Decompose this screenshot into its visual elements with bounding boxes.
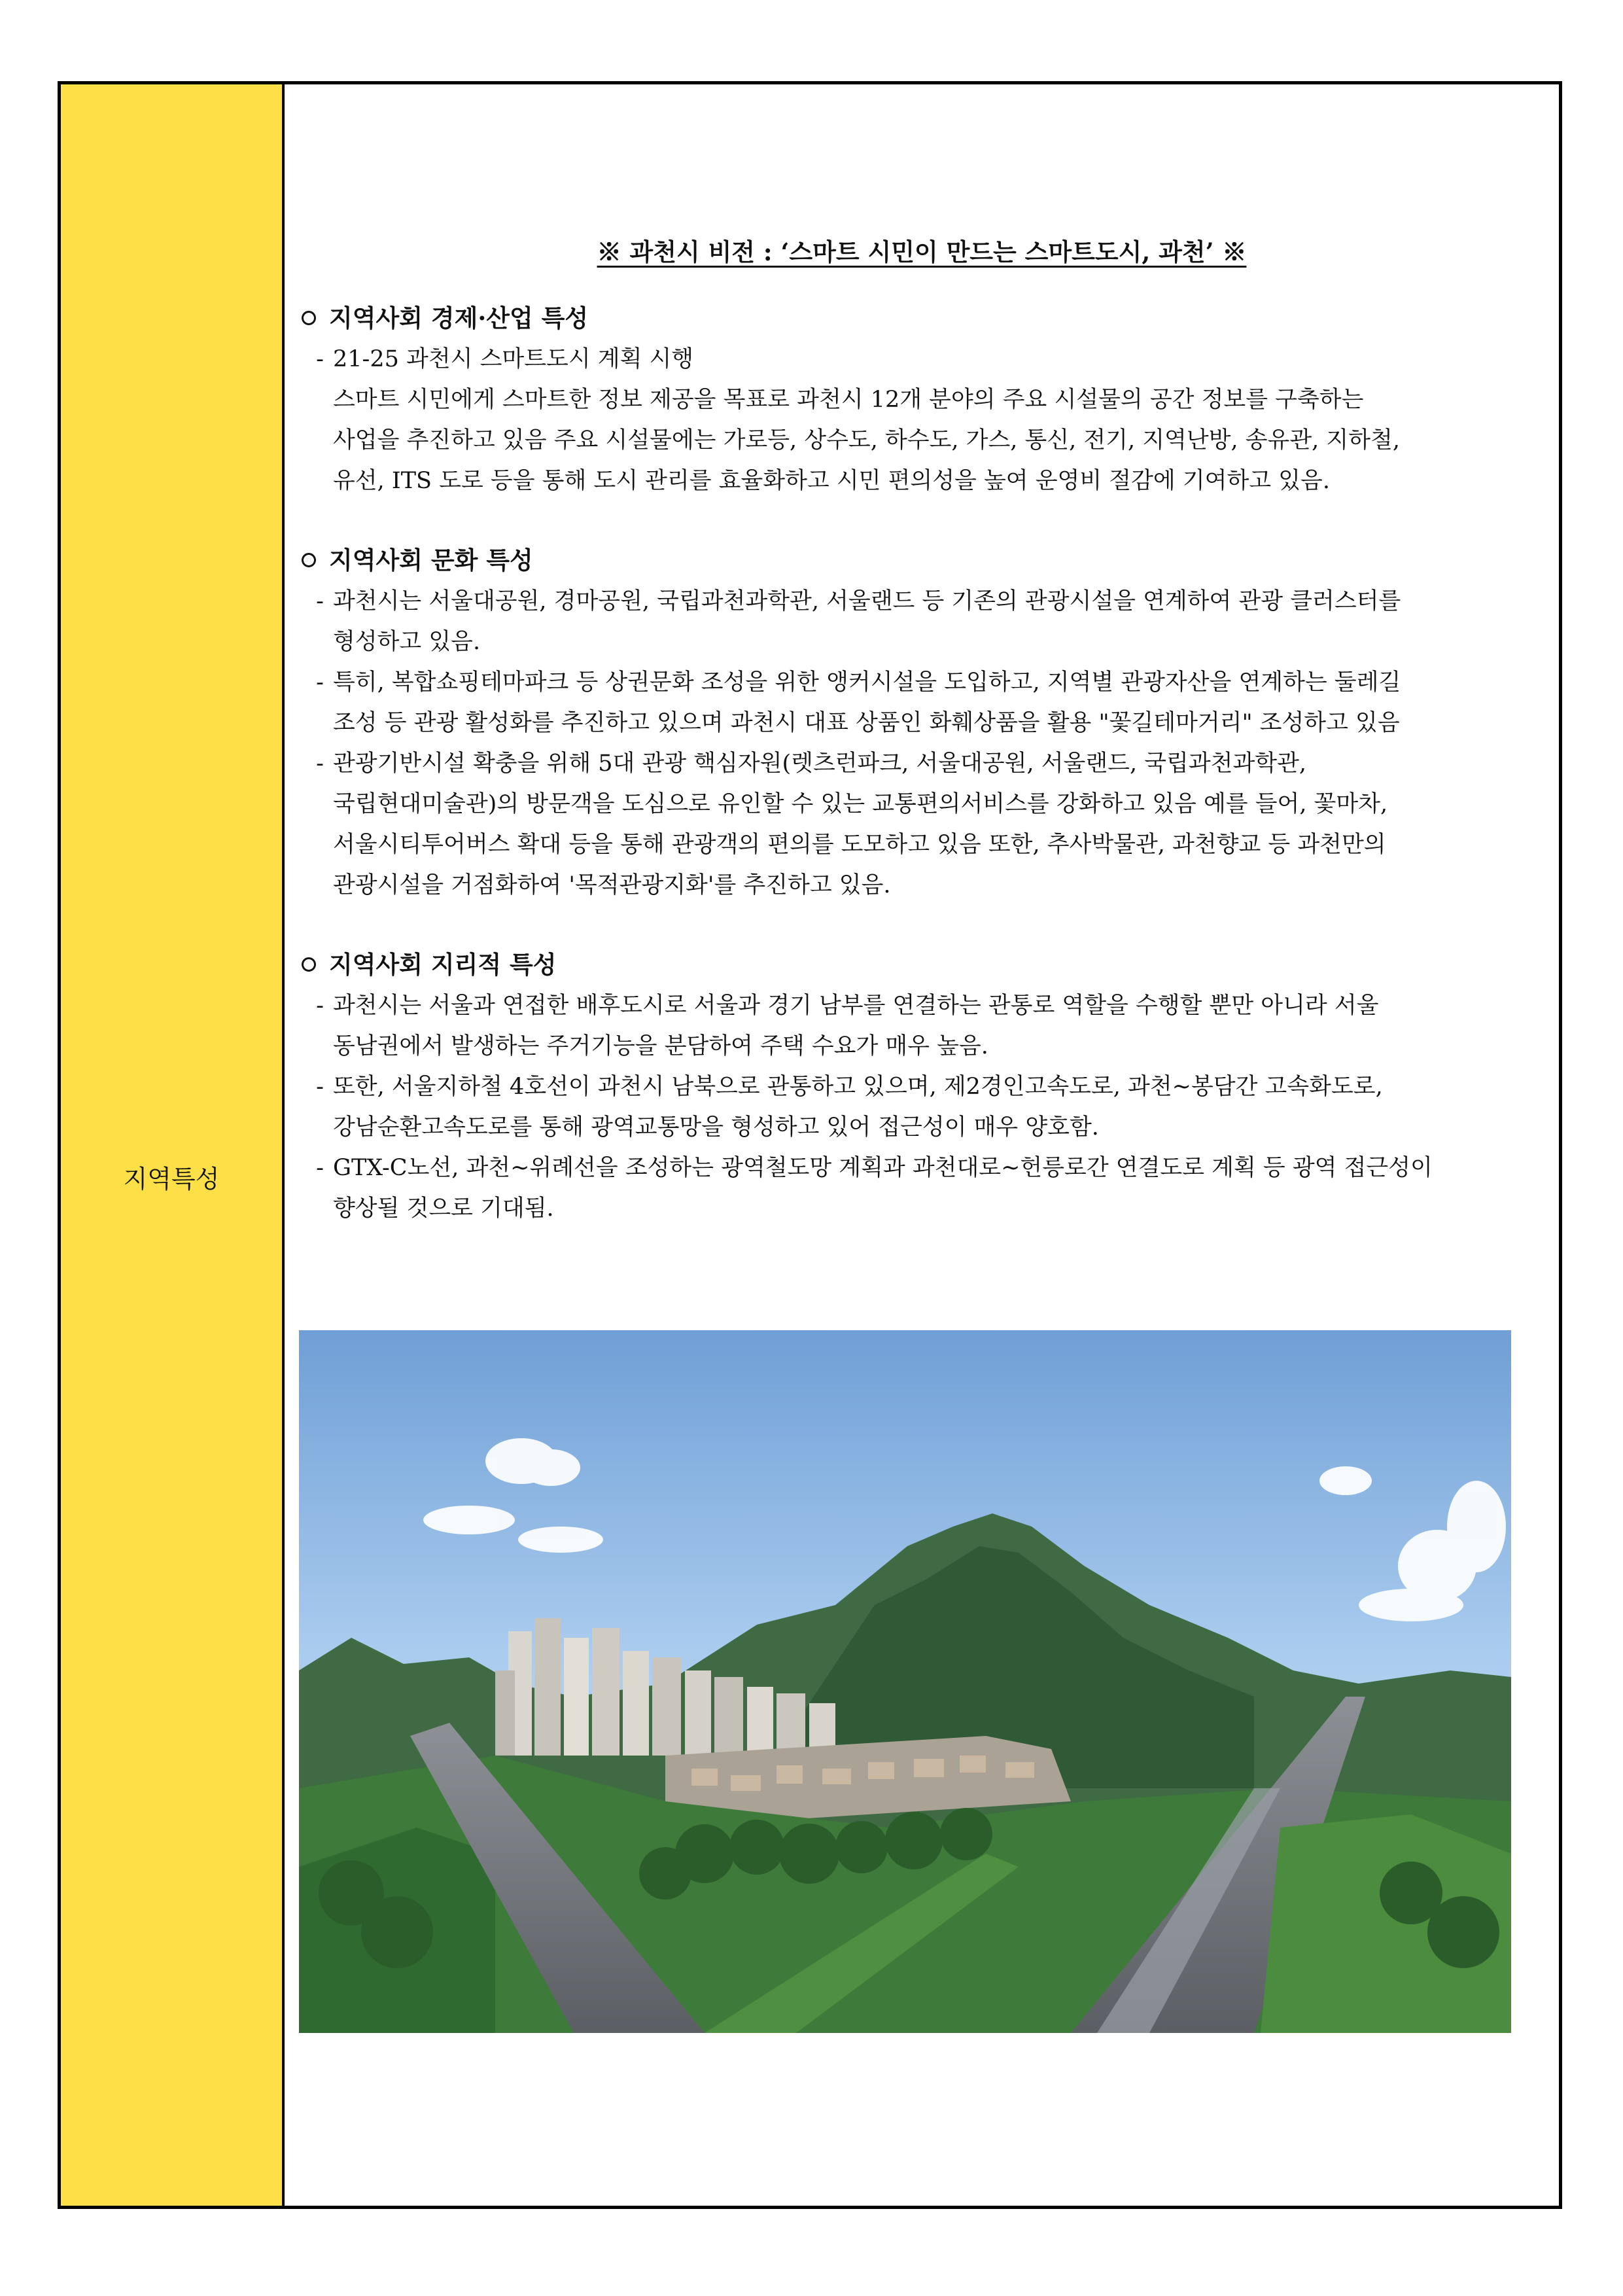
- section-heading-text: 지역사회 문화 특성: [329, 546, 533, 574]
- circle-bullet-icon: [302, 957, 316, 972]
- text-line: 과천시는 서울대공원, 경마공원, 국립과천과학관, 서울랜드 등 기존의 관광시설을 연계하여 관광 클러스터를: [333, 588, 1401, 614]
- sections-container: [302, 297, 1533, 1267]
- text-line: 특히, 복합쇼핑테마파크 등 상권문화 조성을 위한 앵커시설을 도입하고, 지역별 관광자산을 연계하는 둘레길: [333, 669, 1401, 696]
- text-line: 사업을 추진하고 있음 주요 시설물에는 가로등, 상수도, 하수도, 가스, 통신, 전기, 지역난방, 송유관, 지하철,: [333, 427, 1400, 453]
- bullet-text: [333, 985, 1533, 1067]
- text-line: 형성하고 있음.: [333, 629, 481, 655]
- section-heading-text: 지역사회 경제·산업 특성: [329, 304, 589, 332]
- section-heading: [302, 297, 1533, 339]
- row-label-cell: [61, 84, 285, 2206]
- section-heading-text: 지역사회 지리적 특성: [329, 950, 557, 979]
- text-line: 유선, ITS 도로 등을 통해 도시 관리를 효율화하고 시민 편의성을 높여 운영비 절감에 기여하고 있음.: [333, 468, 1330, 494]
- circle-bullet-icon: [302, 553, 316, 567]
- bullet-text: [333, 1148, 1533, 1229]
- section-culture: [302, 539, 1533, 906]
- text-line: 향상될 것으로 기대됨.: [333, 1195, 554, 1222]
- bullet-text: [333, 339, 1533, 501]
- bullet-item: [302, 662, 1533, 743]
- bullet-text: [333, 743, 1533, 906]
- bullet-text: [333, 662, 1533, 743]
- dash: -: [316, 346, 324, 372]
- text-line: GTX-C노선, 과천~위례선을 조성하는 광역철도망 계획과 과천대로~헌릉로간 연결도로 계획 등 광역 접근성이: [333, 1155, 1433, 1181]
- bullet-item: [302, 1148, 1533, 1229]
- dash: -: [316, 993, 324, 1019]
- dash: -: [316, 669, 324, 696]
- section-geography: [302, 944, 1533, 1229]
- dash: -: [316, 588, 324, 614]
- dash: -: [316, 1155, 324, 1181]
- text-line: 국립현대미술관)의 방문객을 도심으로 유인할 수 있는 교통편의서비스를 강화하고 있음 예를 들어, 꽃마차,: [333, 791, 1388, 817]
- text-line: 강남순환고속도로를 통해 광역교통망을 형성하고 있어 접근성이 매우 양호함.: [333, 1114, 1099, 1140]
- row-label: 지역특성: [123, 1164, 220, 1193]
- bullet-item: [302, 581, 1533, 662]
- section-heading: [302, 539, 1533, 581]
- section-economy: [302, 297, 1533, 501]
- panorama-photo: [299, 1330, 1511, 2033]
- circle-bullet-icon: [302, 311, 316, 325]
- text-line: 관광시설을 거점화하여 '목적관광지화'를 추진하고 있음.: [333, 872, 891, 898]
- bullet-item: [302, 1067, 1533, 1148]
- bullet-text: [333, 1067, 1533, 1148]
- text-line: 서울시티투어버스 확대 등을 통해 관광객의 편의를 도모하고 있음 또한, 추사박물관, 과천향교 등 과천만의: [333, 832, 1386, 858]
- text-line: 과천시는 서울과 연접한 배후도시로 서울과 경기 남부를 연결하는 관통로 역할을 수행할 뿐만 아니라 서울: [333, 993, 1379, 1019]
- vision-title: ※ 과천시 비전 : ‘스마트 시민이 만드는 스마트도시, 과천’ ※: [597, 238, 1247, 266]
- bullet-item: [302, 985, 1533, 1067]
- text-line: 조성 등 관광 활성화를 추진하고 있으며 과천시 대표 상품인 화훼상품을 활용 "꽃길테마거리" 조성하고 있음: [333, 710, 1400, 736]
- section-heading: [302, 944, 1533, 985]
- bullet-item: [302, 339, 1533, 501]
- dash: -: [316, 751, 324, 777]
- text-line: 동남권에서 발생하는 주거기능을 분담하여 주택 수요가 매우 높음.: [333, 1033, 988, 1059]
- bullet-text: [333, 581, 1533, 662]
- text-line: 스마트 시민에게 스마트한 정보 제공을 목표로 과천시 12개 분야의 주요 시설물의 공간 정보를 구축하는: [333, 387, 1364, 413]
- bullet-item: [302, 743, 1533, 906]
- text-line: 관광기반시설 확충을 위해 5대 관광 핵심자원(렛츠런파크, 서울대공원, 서울랜드, 국립과천과학관,: [333, 751, 1307, 777]
- panorama-illustration: [299, 1330, 1511, 2033]
- dash: -: [316, 1074, 324, 1100]
- text-line: 또한, 서울지하철 4호선이 과천시 남북으로 관통하고 있으며, 제2경인고속도로, 과천~봉담간 고속화도로,: [333, 1074, 1383, 1100]
- text-line: 21-25 과천시 스마트도시 계획 시행: [333, 346, 694, 372]
